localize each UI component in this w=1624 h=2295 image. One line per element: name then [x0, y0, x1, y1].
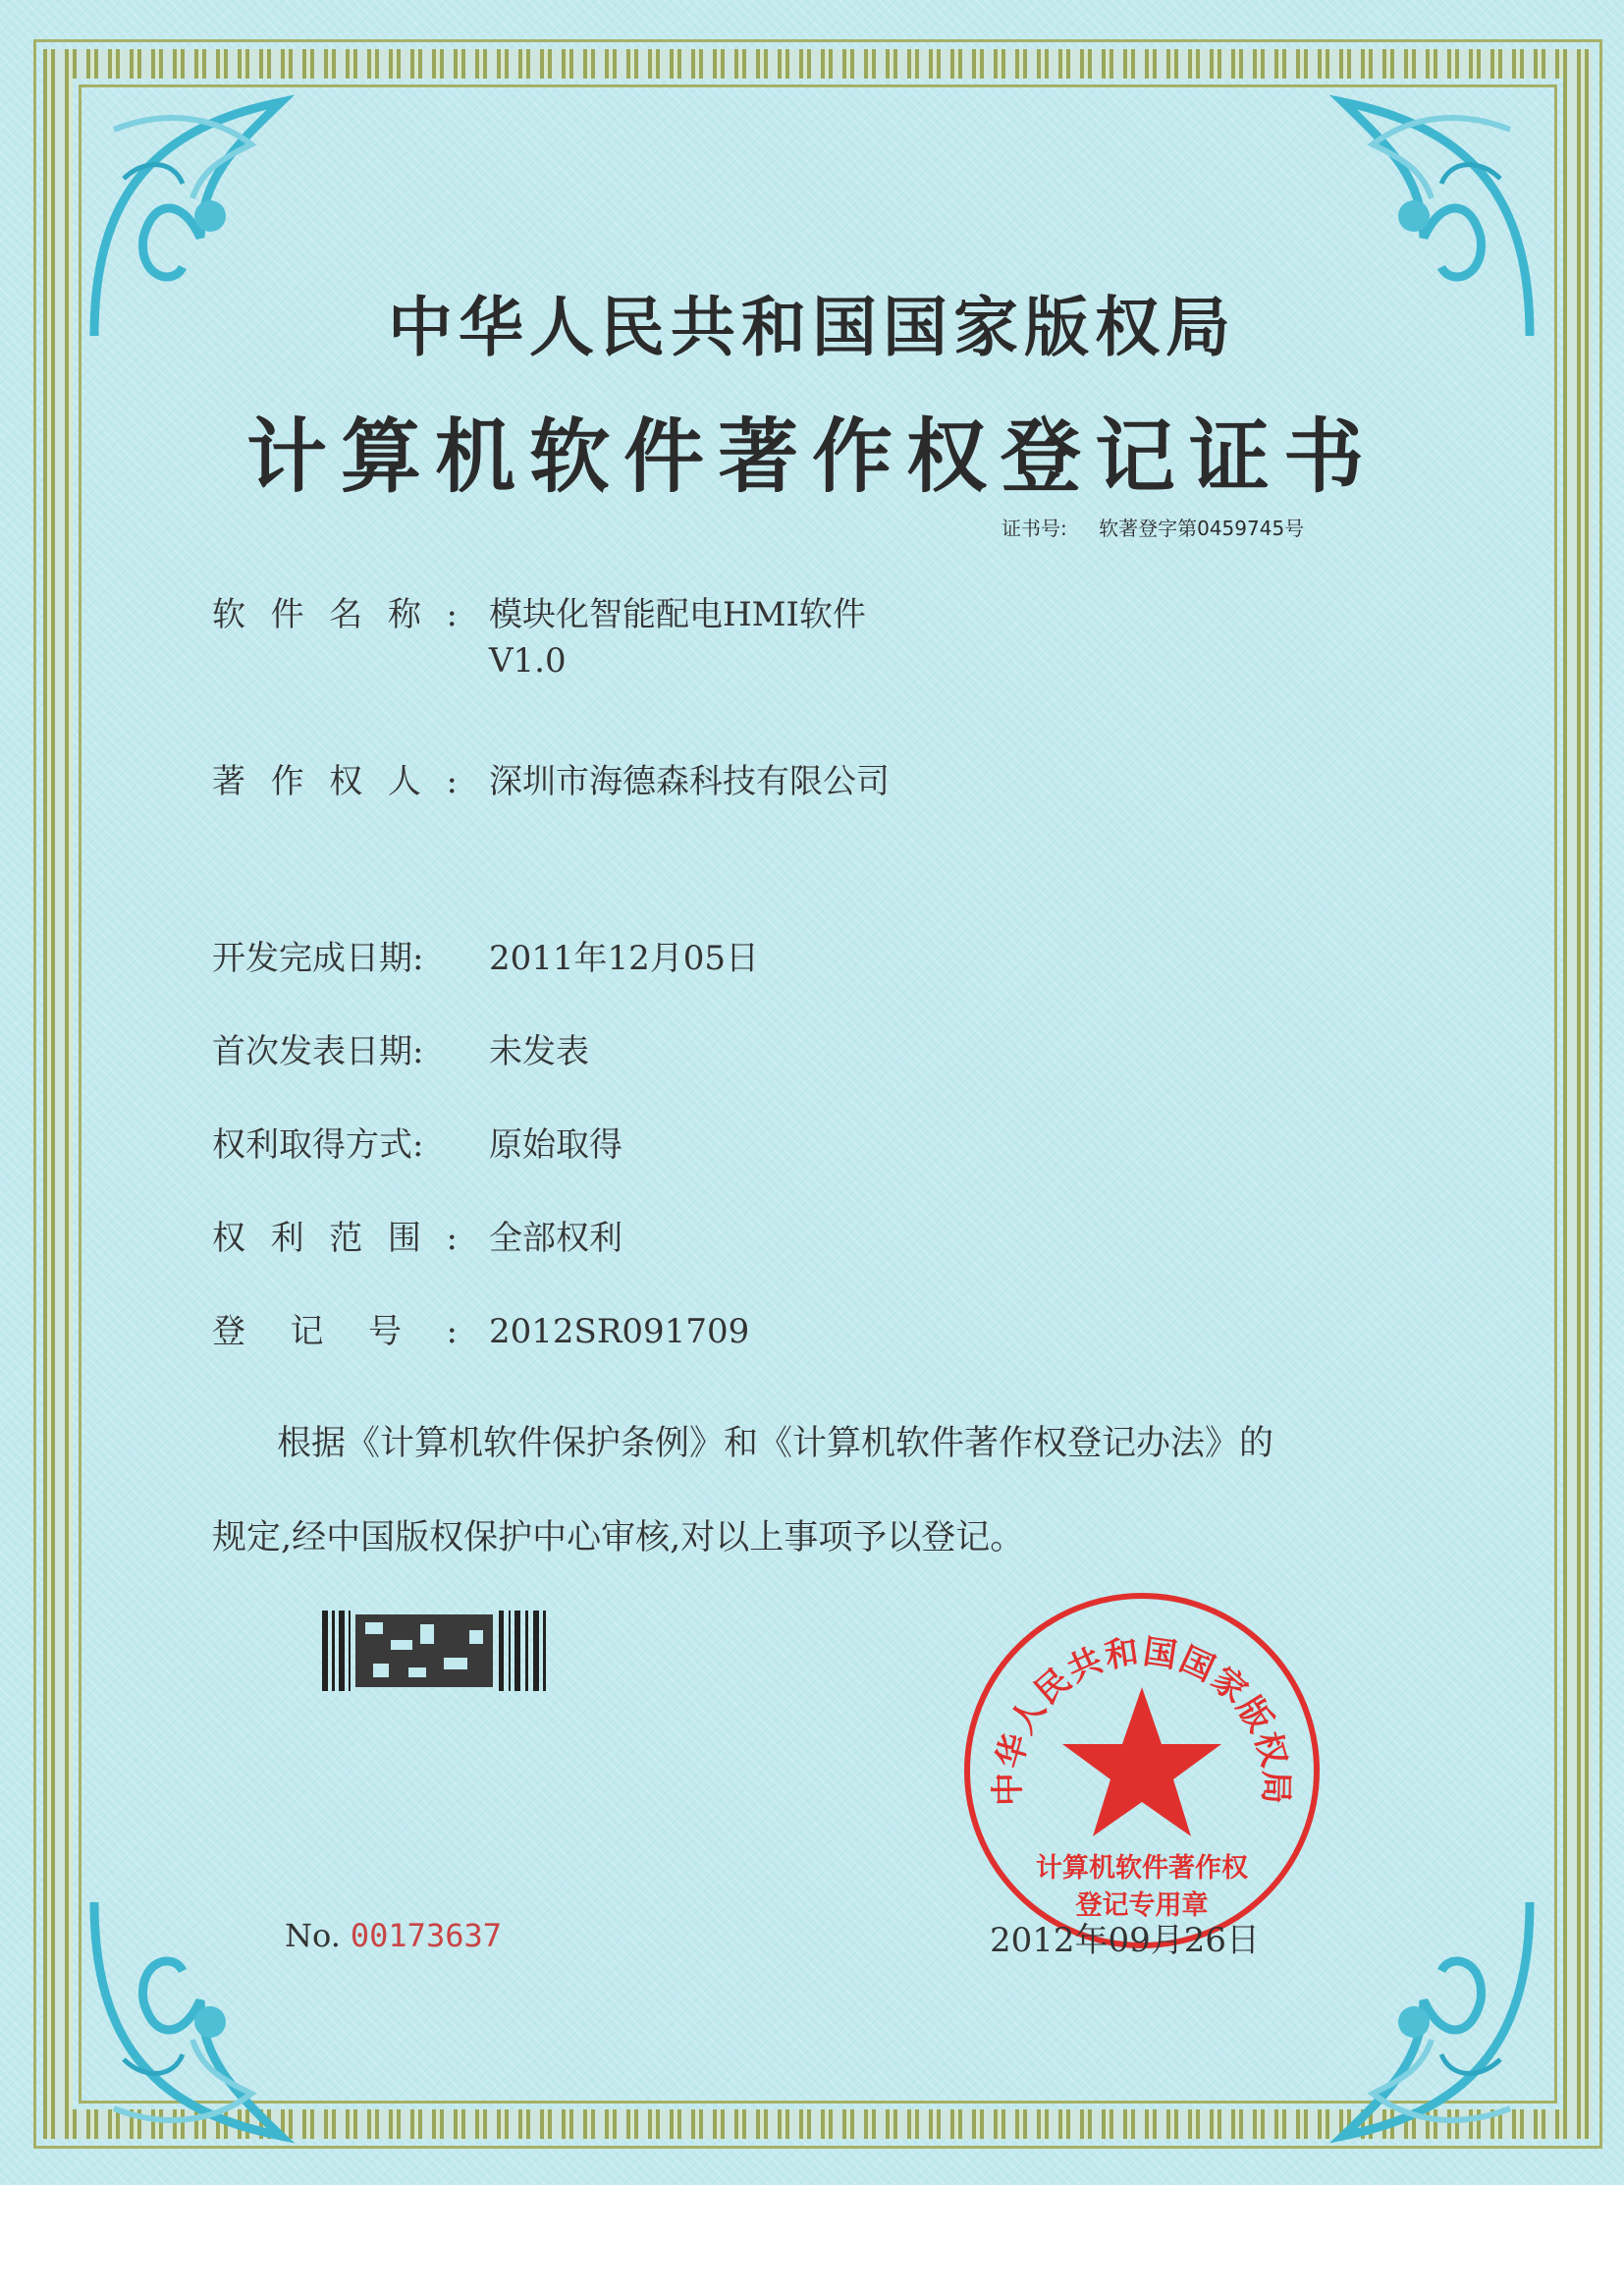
field-software-name: [212, 587, 866, 681]
certificate-number-label: 证书号:: [1001, 517, 1067, 540]
software-name-label: 软件名称:: [212, 595, 458, 634]
statement-line-1: 根据《计算机软件保护条例》和《计算机软件著作权登记办法》的: [277, 1424, 1274, 1463]
statement-line-2: 规定,经中国版权保护中心审核,对以上事项予以登记。: [212, 1518, 1025, 1557]
seal-line-2: 登记专用章: [1075, 1890, 1209, 1921]
publish-date-value: 未发表: [489, 1032, 589, 1071]
field-rights-scope: [212, 1211, 623, 1259]
registration-number-value: 2012SR091709: [489, 1312, 750, 1351]
owner-value: 深圳市海德森科技有限公司: [489, 762, 890, 801]
rights-scope-value: 全部权利: [489, 1219, 623, 1258]
field-dev-date: [212, 931, 759, 979]
owner-label: 著作权人:: [212, 762, 458, 801]
certificate-number-value: 软著登字第0459745号: [1099, 517, 1305, 540]
official-seal: [960, 1589, 1324, 1952]
seal-line-1: 计算机软件著作权: [1036, 1853, 1248, 1884]
dev-date-label: 开发完成日期:: [212, 939, 424, 978]
rights-scope-label: 权利范围:: [212, 1219, 458, 1258]
registration-number-label: 登记号:: [212, 1312, 458, 1351]
inner-border: [79, 84, 1557, 2104]
publish-date-label: 首次发表日期:: [212, 1032, 424, 1071]
certificate-number: [1001, 513, 1304, 541]
issue-date: 2012年09月26日: [990, 1921, 1261, 1960]
field-publish-date: [212, 1024, 589, 1072]
field-registration-number: [212, 1304, 749, 1352]
serial-value: 00173637: [350, 1917, 502, 1954]
barcode: [322, 1611, 548, 1691]
field-owner: [212, 754, 890, 802]
field-acquire-method: [212, 1118, 623, 1166]
software-name-value: 模块化智能配电HMI软件: [489, 595, 866, 634]
software-version: V1.0: [489, 641, 567, 681]
issuer-title: 中华人民共和国国家版权局: [388, 289, 1236, 365]
seal-ring-text: 中华人民共和国国家版权局: [988, 1632, 1296, 1807]
certificate-title: 计算机软件著作权登记证书: [245, 410, 1378, 504]
serial-number: [285, 1917, 502, 1954]
acquire-method-label: 权利取得方式:: [212, 1125, 424, 1165]
acquire-method-value: 原始取得: [489, 1125, 623, 1165]
seal-star-icon: [1062, 1687, 1221, 1836]
dev-date-value: 2011年12月05日: [489, 939, 760, 978]
serial-label: No.: [285, 1917, 341, 1954]
